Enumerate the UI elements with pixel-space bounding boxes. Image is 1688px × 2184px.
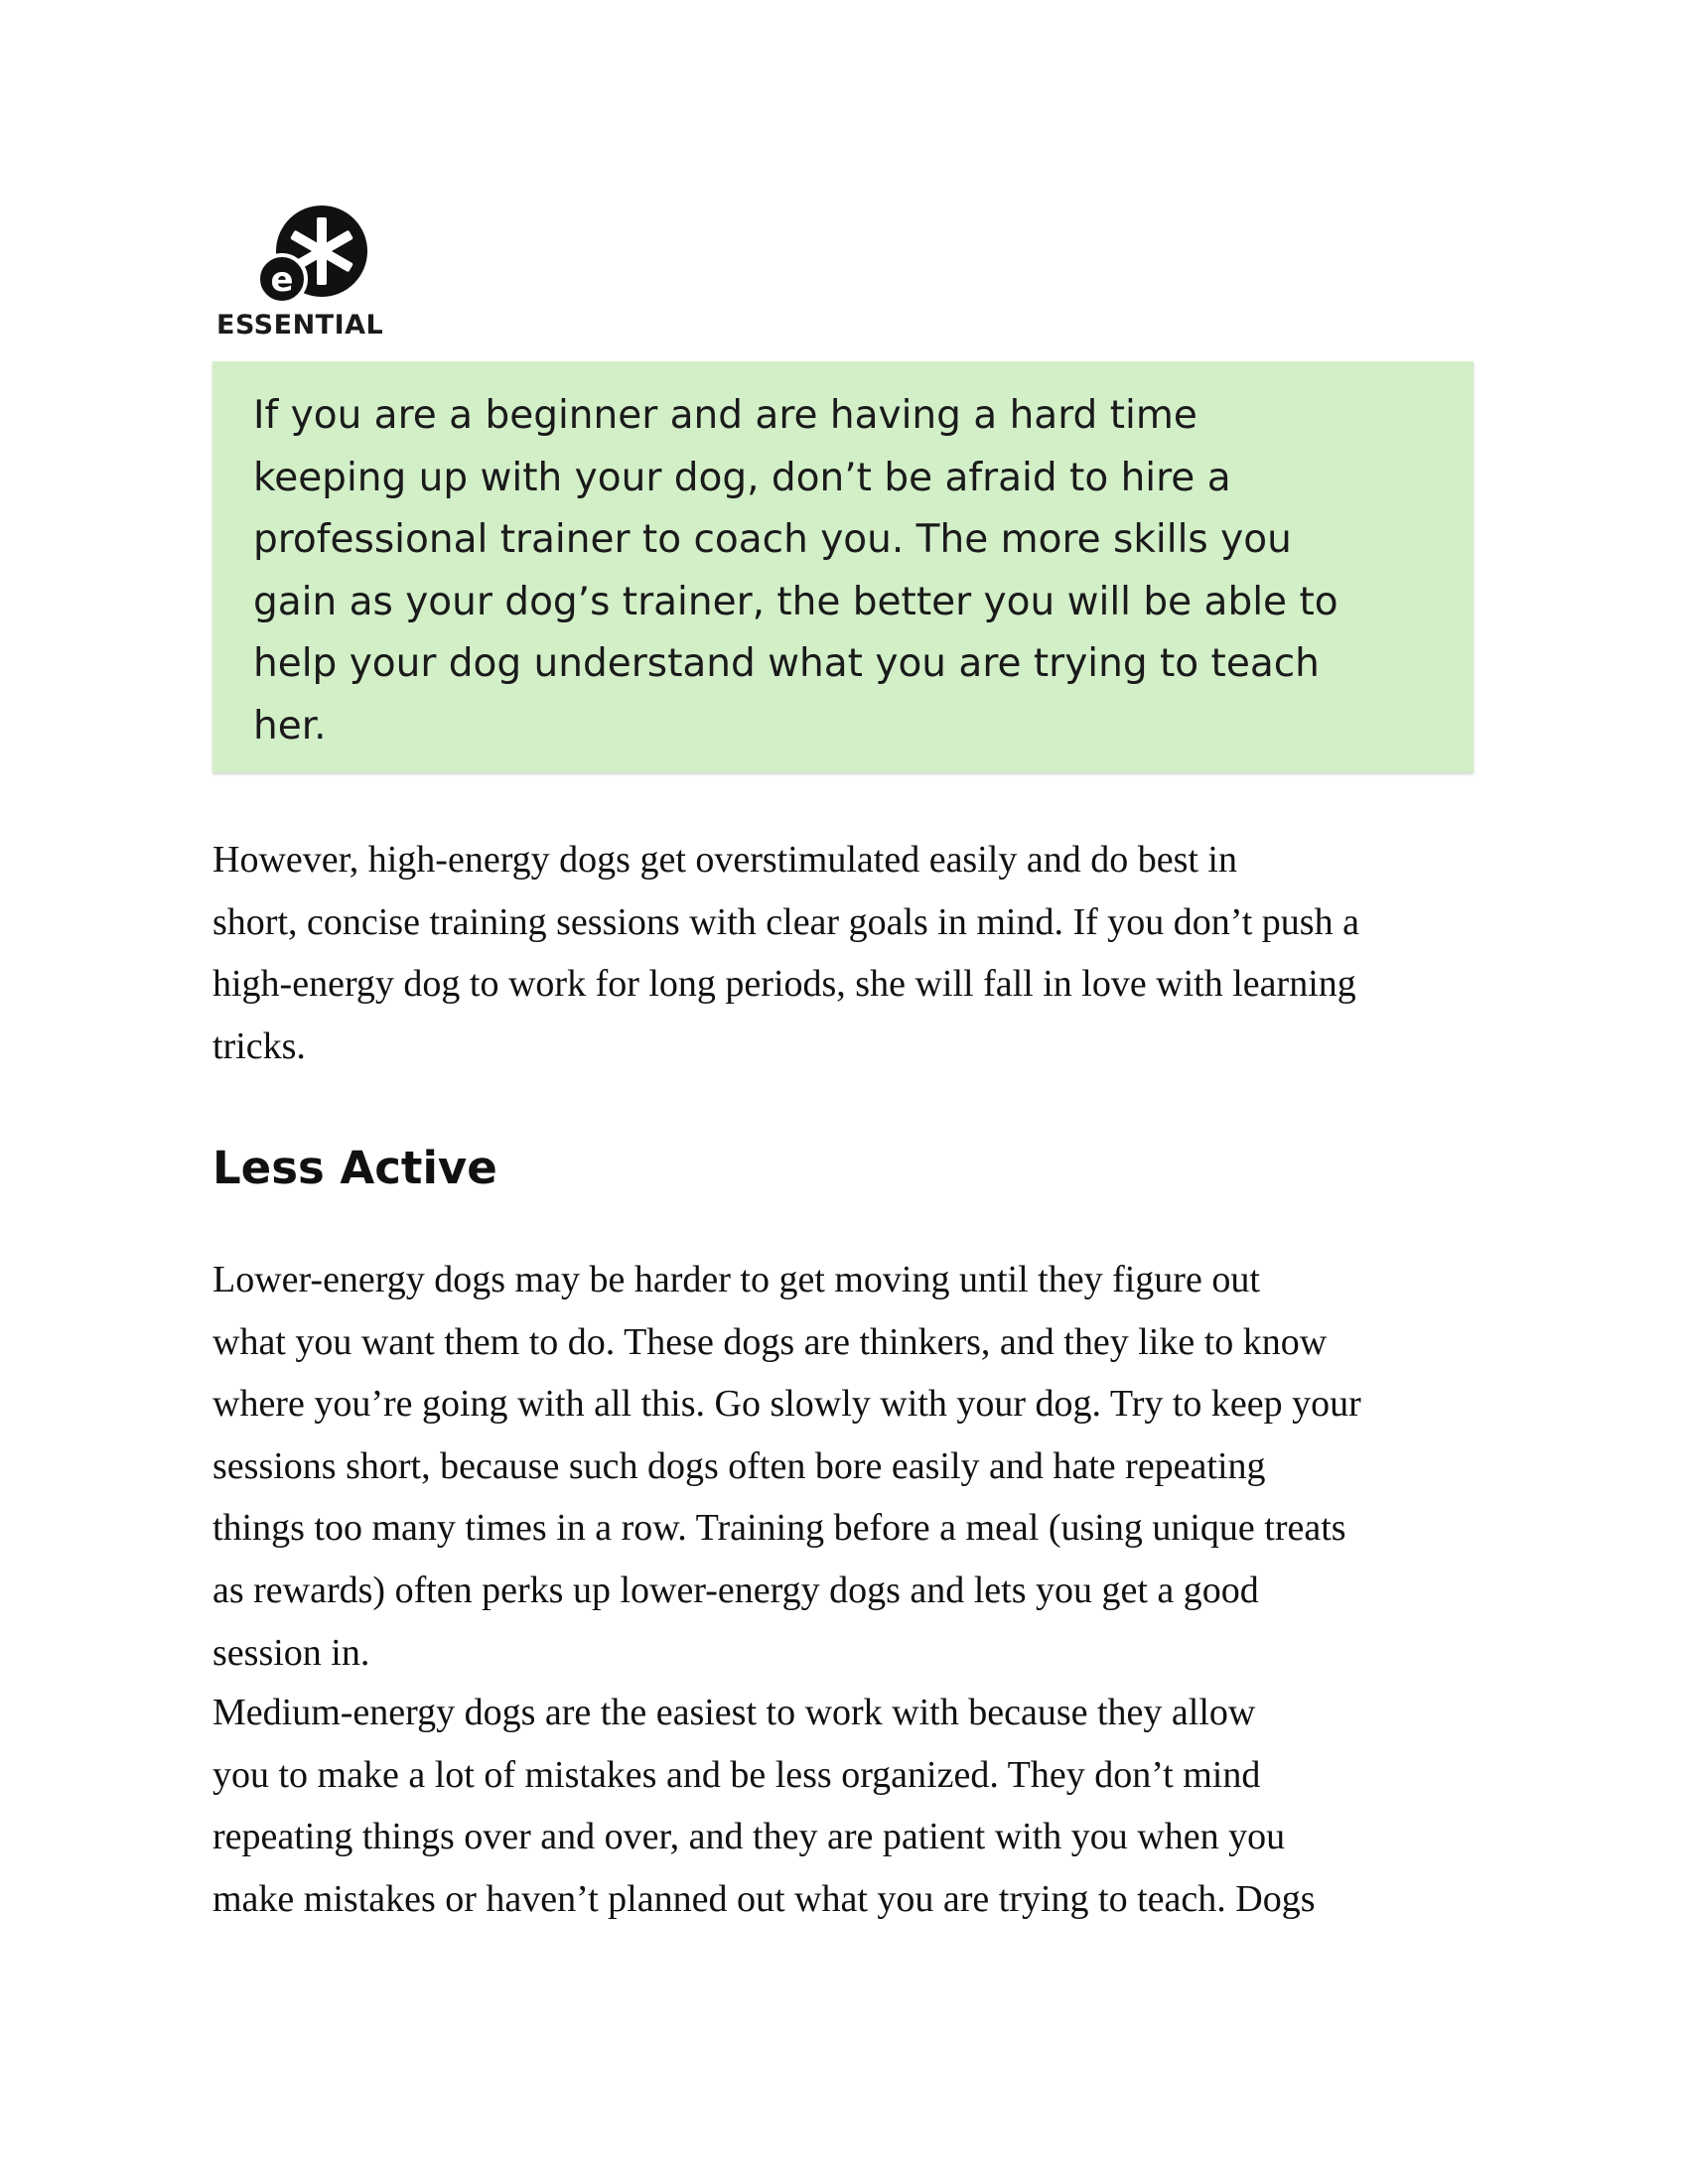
paragraph-medium-energy: Medium-energy dogs are the easiest to work with because they allow you to make a lot of mistakes and be less organized. They don’t mind repeating things over and over, and they are patient with you when you make mistakes or haven’t planned out what you are trying to teach. Dogs: [212, 1692, 1316, 1920]
paragraph-high-energy: However, high-energy dogs get overstimulated easily and do best in short, concise training sessions with clear goals in mind. If you don’t push a high-energy dog to work for long periods, she will fall in love with learning tricks.: [212, 839, 1359, 1067]
tip-callout: [212, 361, 1474, 772]
svg-text:e: e: [270, 260, 294, 300]
logo-label: ESSENTIAL: [216, 310, 384, 341]
essential-logo: [216, 204, 385, 342]
essential-asterisk-icon: [238, 204, 377, 303]
paragraph-lower-energy: Lower-energy dogs may be harder to get moving until they figure out what you want them to do. These dogs are thinkers, and they like to know where you’re going with all this. Go slowly with your dog. Try to keep your sessions short, because such dogs often bore easily and hate repeating things too many times in a row. Training before a meal (using unique treats as rewards) often perks up lower-energy dogs and lets you get a good session in.: [212, 1259, 1361, 1674]
tip-text: If you are a beginner and are having a hard time keeping up with your dog, don’t be afraid to hire a professional trainer to coach you. The more skills you gain as your dog’s trainer, the better you will be able to help your dog understand what you are trying to teach her.: [253, 393, 1338, 749]
section-heading: Less Active: [212, 1142, 497, 1194]
